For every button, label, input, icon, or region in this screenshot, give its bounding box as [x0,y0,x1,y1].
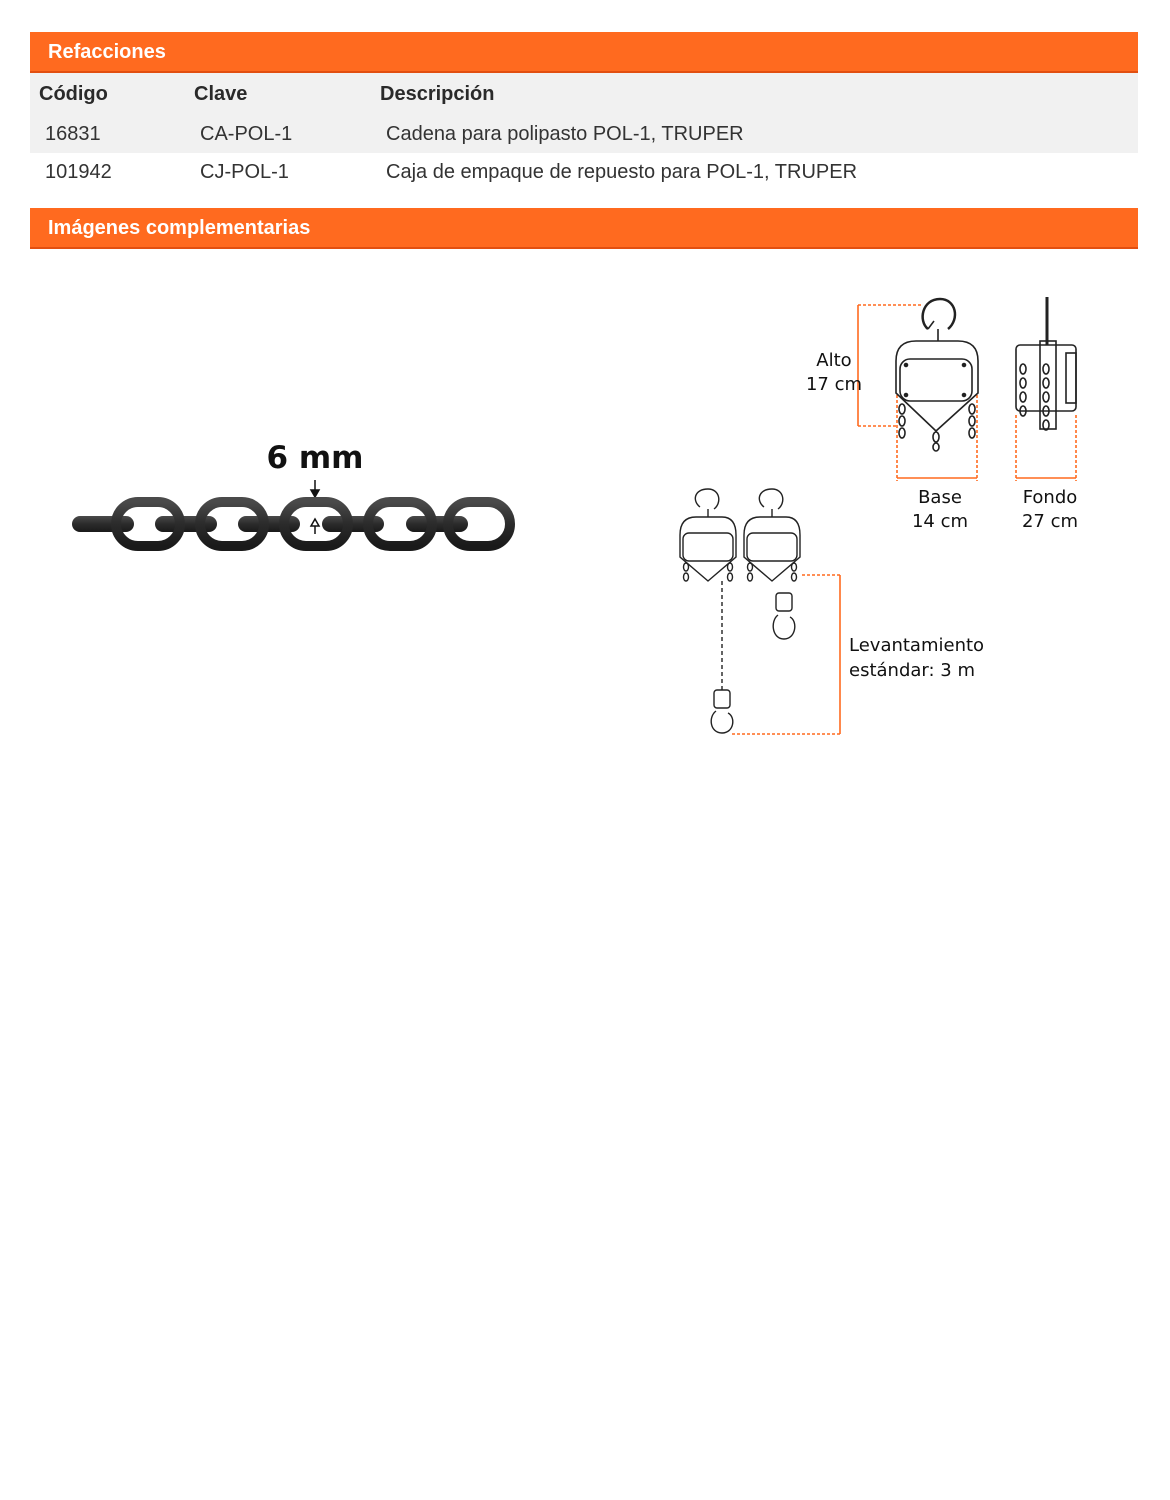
base-value: 14 cm [911,511,969,532]
refacciones-title: Refacciones [48,41,166,63]
cell-codigo: 101942 [45,160,112,183]
spares-table [30,73,1138,191]
column-header-descripcion: Descripción [371,73,1138,115]
lift-label: Levantamiento [849,635,985,656]
refacciones-header [30,32,1138,73]
base-label: Base [918,487,962,508]
column-header-clave: Clave [185,73,371,115]
chain-links [72,502,510,546]
cell-clave: CA-POL-1 [185,115,371,153]
alto-value: 17 cm [805,374,863,395]
table-row [30,115,1138,153]
table-header-row [30,73,1138,115]
table-row [30,153,1138,191]
imagenes-header [30,208,1138,249]
hoist-side-view [1016,297,1076,430]
fondo-label: Fondo [1022,487,1078,508]
cell-descripcion: Caja de empaque de repuesto para POL-1, TRUPER [386,160,858,183]
fondo-value: 27 cm [1021,511,1079,532]
hoist-lift-retracted [744,489,800,639]
cell-codigo: 16831 [30,115,185,153]
chain-image [60,430,530,560]
cell-clave: CJ-POL-1 [200,160,289,183]
lift-value: estándar: 3 m [849,660,975,681]
hoist-front-view [896,299,978,451]
chain-size-label: 6 mm [266,440,364,476]
imagenes-title: Imágenes complementarias [48,217,311,239]
hoist-lift-extended [680,489,736,733]
column-header-codigo: Código [30,73,185,115]
cell-descripcion: Cadena para polipasto POL-1, TRUPER [371,115,1138,153]
hoist-dimensions-diagram [660,285,1110,745]
alto-label: Alto [816,350,852,371]
